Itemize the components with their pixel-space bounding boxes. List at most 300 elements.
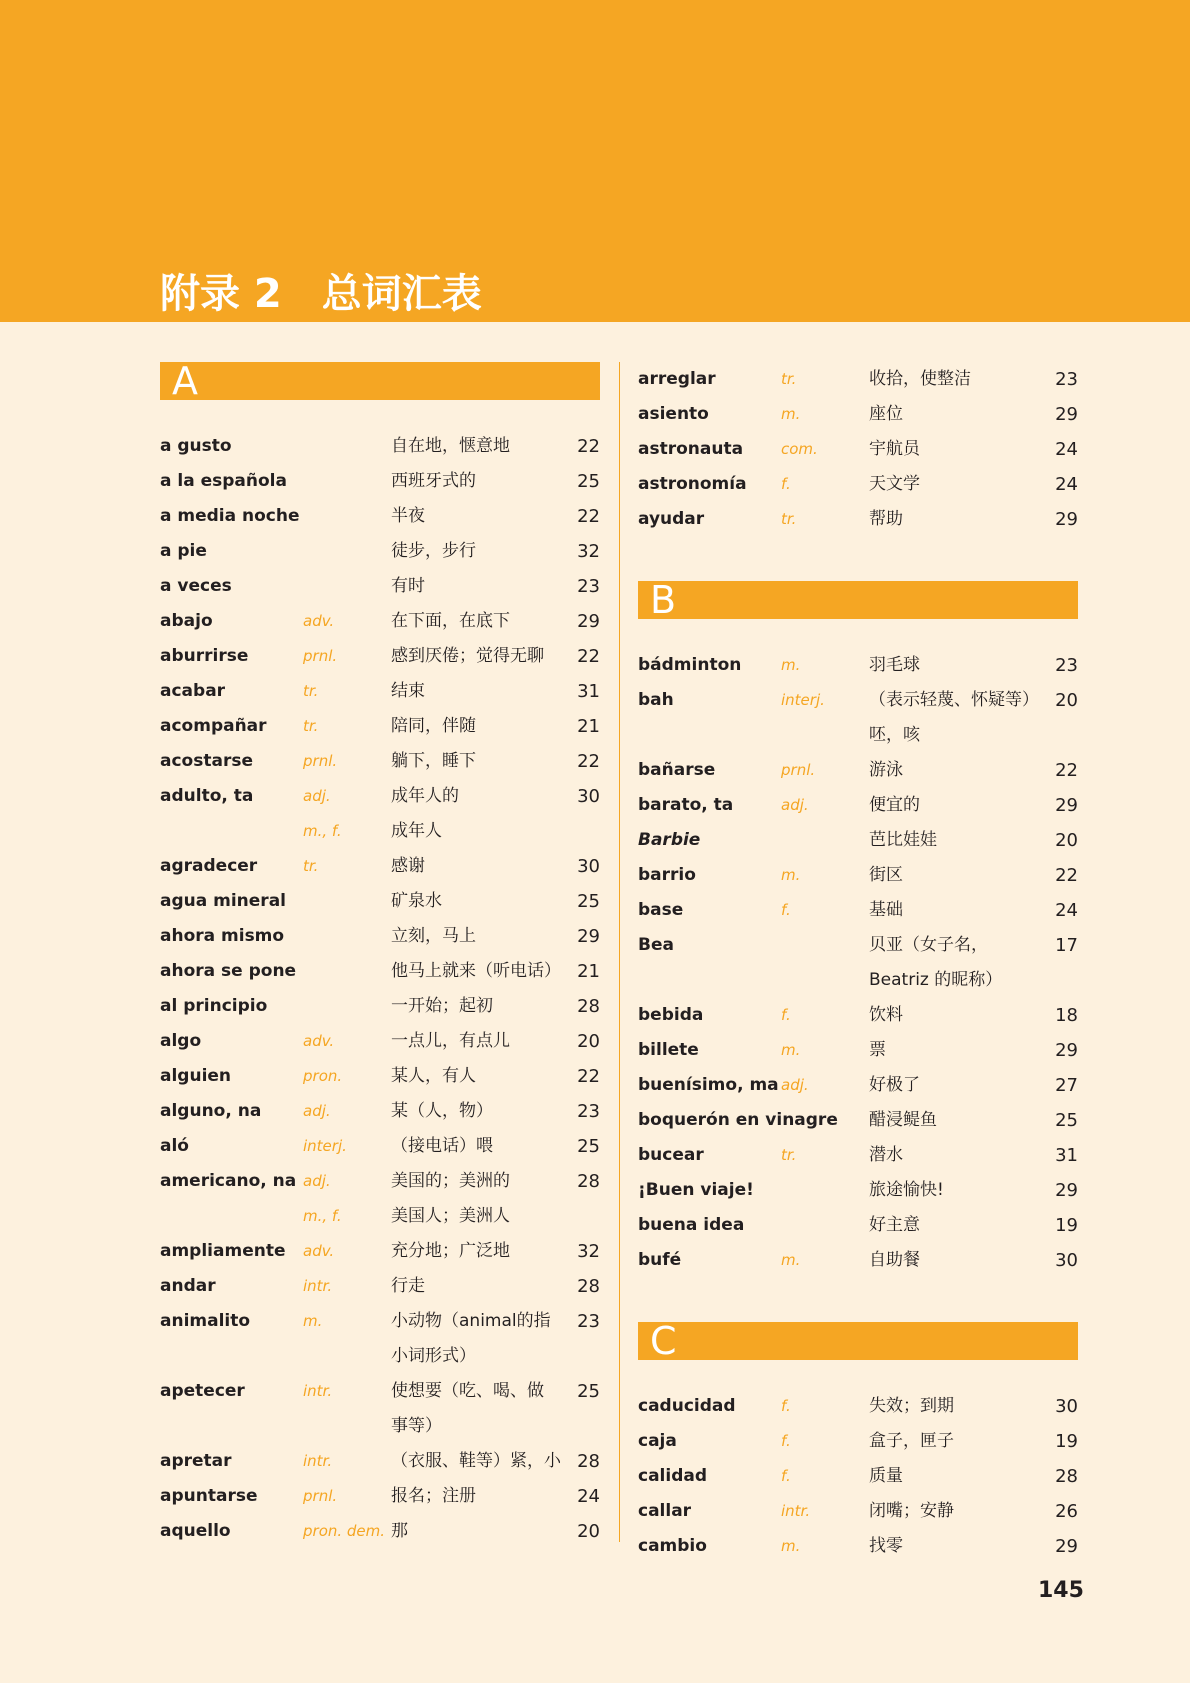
entry-grammar: tr.: [781, 370, 797, 388]
spacer: [160, 400, 600, 429]
vocab-entry: [638, 362, 1078, 397]
entry-definition: 美国的；美洲的: [391, 1171, 510, 1191]
entry-page: 29: [577, 611, 600, 632]
entry-definition: 使想要（吃、喝、做: [391, 1381, 544, 1401]
vocab-entry: [160, 1444, 600, 1479]
entry-page: 20: [1055, 690, 1078, 711]
vocab-entry: [160, 674, 600, 709]
entry-definition: 好主意: [869, 1215, 920, 1235]
entry-page: 23: [577, 1311, 600, 1332]
entry-grammar: com.: [781, 440, 818, 458]
entry-word: ampliamente: [160, 1241, 286, 1261]
entry-definition: 报名；注册: [391, 1486, 476, 1506]
entry-page: 24: [1055, 474, 1078, 495]
entry-grammar: [303, 1409, 391, 1444]
entry-page: 24: [1055, 439, 1078, 460]
vocab-entry: [160, 1514, 600, 1549]
entry-list-a: [160, 429, 600, 1549]
entry-definition: 便宜的: [869, 795, 920, 815]
entry-definition: 行走: [391, 1276, 425, 1296]
entry-grammar: intr.: [781, 1502, 811, 1520]
entry-page: 29: [1055, 1180, 1078, 1201]
entry-page: 17: [1055, 935, 1078, 956]
vocab-entry: [160, 1339, 600, 1374]
section-header-c: C: [638, 1322, 1078, 1360]
entry-page: 22: [577, 646, 600, 667]
entry-page: [1046, 718, 1078, 753]
entry-word: calidad: [638, 1466, 708, 1486]
spacer: [638, 1360, 1078, 1389]
entry-word: astronomía: [638, 474, 747, 494]
entry-grammar: [781, 718, 869, 753]
entry-word: [638, 718, 781, 753]
entry-grammar: adv.: [303, 1032, 335, 1050]
entry-grammar: f.: [781, 901, 791, 919]
entry-definition: 在下面，在底下: [391, 611, 510, 631]
vocab-entry: [638, 502, 1078, 537]
entry-definition: 他马上就来（听电话）: [391, 961, 561, 981]
entry-definition: Beatriz 的昵称）: [869, 970, 1003, 990]
spacer: [638, 537, 1078, 581]
entry-grammar: interj.: [303, 1137, 347, 1155]
entry-word: astronauta: [638, 439, 744, 459]
entry-definition: 小词形式）: [391, 1346, 476, 1366]
vocab-entry: [160, 1479, 600, 1514]
entry-word: barrio: [638, 865, 696, 885]
entry-page: [568, 814, 600, 849]
entry-word: apretar: [160, 1451, 232, 1471]
entry-word: adulto, ta: [160, 786, 254, 806]
entry-grammar: intr.: [303, 1452, 333, 1470]
entry-definition: 天文学: [869, 474, 920, 494]
entry-page: 28: [1055, 1466, 1078, 1487]
vocab-entry: [638, 467, 1078, 502]
entry-grammar: m.: [303, 1312, 323, 1330]
entry-definition: 票: [869, 1040, 886, 1060]
spacer: [638, 619, 1078, 648]
entry-page: 18: [1055, 1005, 1078, 1026]
entry-page: 28: [577, 1171, 600, 1192]
entry-word: algo: [160, 1031, 202, 1051]
vocab-entry: [160, 569, 600, 604]
entry-definition: 收拾，使整洁: [869, 369, 971, 389]
entry-definition: 质量: [869, 1466, 903, 1486]
vocab-entry: [160, 779, 600, 814]
entry-list-a-continued: [638, 362, 1078, 537]
entry-grammar: adv.: [303, 612, 335, 630]
entry-definition: 事等）: [391, 1416, 442, 1436]
entry-word: apuntarse: [160, 1486, 258, 1506]
entry-word: ahora mismo: [160, 926, 285, 946]
entry-page: 22: [577, 751, 600, 772]
entry-grammar: [781, 1103, 869, 1138]
entry-grammar: pron.: [303, 1067, 343, 1085]
entry-word: acabar: [160, 681, 226, 701]
entry-grammar: pron. dem.: [303, 1522, 386, 1540]
entry-definition: 失效；到期: [869, 1396, 954, 1416]
entry-word: acostarse: [160, 751, 253, 771]
entry-definition: 陪同，伴随: [391, 716, 476, 736]
entry-grammar: intr.: [303, 1382, 333, 1400]
entry-page: 25: [577, 1381, 600, 1402]
vocab-entry: [638, 1459, 1078, 1494]
entry-page: 29: [1055, 404, 1078, 425]
vocab-entry: [160, 1164, 600, 1199]
entry-definition: 躺下，睡下: [391, 751, 476, 771]
entry-grammar: [781, 1208, 869, 1243]
entry-definition: 充分地；广泛地: [391, 1241, 510, 1261]
entry-page: 22: [1055, 865, 1078, 886]
entry-grammar: prnl.: [303, 752, 338, 770]
entry-grammar: m., f.: [303, 822, 342, 840]
vocab-entry: [638, 432, 1078, 467]
entry-grammar: m.: [781, 656, 801, 674]
vocab-entry: [160, 1304, 600, 1339]
vocab-entry: [160, 989, 600, 1024]
page-title: 附录 2 总词汇表: [160, 271, 482, 317]
entry-grammar: [303, 1339, 391, 1374]
entry-page: 20: [577, 1521, 600, 1542]
entry-definition: 徒步，步行: [391, 541, 476, 561]
entry-definition: 有时: [391, 576, 425, 596]
entry-grammar: [303, 499, 391, 534]
vocab-entry: [638, 1208, 1078, 1243]
vocab-entry: [160, 1024, 600, 1059]
vocab-entry: [160, 499, 600, 534]
vocab-entry: [638, 1103, 1078, 1138]
entry-page: 21: [577, 716, 600, 737]
entry-grammar: m.: [781, 1537, 801, 1555]
entry-grammar: adj.: [303, 1102, 331, 1120]
entry-page: 29: [577, 926, 600, 947]
entry-page: 31: [1055, 1145, 1078, 1166]
entry-word: a veces: [160, 576, 232, 596]
entry-page: 19: [1055, 1431, 1078, 1452]
entry-word: callar: [638, 1501, 692, 1521]
entry-grammar: [781, 928, 869, 963]
vocab-entry: [160, 1129, 600, 1164]
entry-word: aquello: [160, 1521, 231, 1541]
entry-grammar: adj.: [303, 787, 331, 805]
entry-definition: 半夜: [391, 506, 425, 526]
entry-definition: （衣服、鞋等）紧，小: [391, 1451, 561, 1471]
vocab-entry: [160, 604, 600, 639]
entry-word: abajo: [160, 611, 213, 631]
entry-grammar: f.: [781, 1397, 791, 1415]
vocab-entry: [638, 1138, 1078, 1173]
vocab-entry: [638, 788, 1078, 823]
entry-grammar: [303, 534, 391, 569]
vocab-entry: [160, 639, 600, 674]
entry-grammar: tr.: [303, 857, 319, 875]
entry-page: 29: [1055, 1536, 1078, 1557]
entry-definition: 自在地，惬意地: [391, 436, 510, 456]
entry-definition: 感谢: [391, 856, 425, 876]
entry-page: [568, 1339, 600, 1374]
entry-page: 32: [577, 1241, 600, 1262]
entry-page: 32: [577, 541, 600, 562]
vocab-entry: [160, 814, 600, 849]
entry-grammar: f.: [781, 1006, 791, 1024]
entry-word: a media noche: [160, 506, 300, 526]
section-header-a: A: [160, 362, 600, 400]
vocab-entry: [160, 1059, 600, 1094]
entry-page: 28: [577, 1276, 600, 1297]
entry-grammar: [303, 464, 391, 499]
entry-grammar: [303, 429, 391, 464]
entry-page: 22: [577, 1066, 600, 1087]
entry-grammar: f.: [781, 1432, 791, 1450]
entry-page: 22: [1055, 760, 1078, 781]
entry-definition: 宇航员: [869, 439, 920, 459]
entry-word: acompañar: [160, 716, 267, 736]
entry-word: aló: [160, 1136, 189, 1156]
entry-definition: 盒子，匣子: [869, 1431, 954, 1451]
entry-word: bebida: [638, 1005, 704, 1025]
entry-list-c: [638, 1389, 1078, 1564]
entry-page: 23: [1055, 655, 1078, 676]
entry-word: caducidad: [638, 1396, 736, 1416]
vocab-entry: [160, 849, 600, 884]
entry-definition: 帮助: [869, 509, 903, 529]
entry-word: a gusto: [160, 436, 232, 456]
entry-word: al principio: [160, 996, 268, 1016]
vocab-entry: [638, 823, 1078, 858]
entry-page: [568, 1199, 600, 1234]
entry-word: [638, 963, 781, 998]
entry-word: ayudar: [638, 509, 705, 529]
entry-grammar: prnl.: [781, 761, 816, 779]
vocab-entry: [638, 648, 1078, 683]
entry-definition: 西班牙式的: [391, 471, 476, 491]
vocab-entry: [638, 1243, 1078, 1278]
entry-definition: 一开始；起初: [391, 996, 493, 1016]
vocab-entry: [160, 1374, 600, 1409]
vocab-entry: [638, 753, 1078, 788]
entry-grammar: [303, 919, 391, 954]
vocab-entry: [638, 998, 1078, 1033]
vocab-entry: [160, 884, 600, 919]
entry-page: 24: [1055, 900, 1078, 921]
entry-page: 31: [577, 681, 600, 702]
vocab-entry: [638, 928, 1078, 963]
entry-word: arreglar: [638, 369, 716, 389]
entry-page: 20: [1055, 830, 1078, 851]
entry-grammar: [303, 954, 391, 989]
entry-word: boquerón en vinagre: [638, 1110, 838, 1130]
entry-definition: 贝亚（女子名，: [869, 935, 988, 955]
entry-page: 28: [577, 1451, 600, 1472]
entry-definition: 基础: [869, 900, 903, 920]
entry-grammar: prnl.: [303, 1487, 338, 1505]
entry-page: 22: [577, 506, 600, 527]
entry-page: 30: [1055, 1250, 1078, 1271]
vocab-entry: [638, 1389, 1078, 1424]
vocab-entry: [160, 429, 600, 464]
entry-page: 21: [577, 961, 600, 982]
entry-page: 22: [577, 436, 600, 457]
entry-page: 26: [1055, 1501, 1078, 1522]
entry-word: bádminton: [638, 655, 742, 675]
entry-definition: 醋浸鳀鱼: [869, 1110, 937, 1130]
entry-word: [160, 1199, 303, 1234]
vocab-entry: [160, 1234, 600, 1269]
entry-grammar: intr.: [303, 1277, 333, 1295]
entry-page: 23: [577, 576, 600, 597]
entry-page: 19: [1055, 1215, 1078, 1236]
vocab-entry: [638, 963, 1078, 998]
entry-definition: 潜水: [869, 1145, 903, 1165]
entry-word: apetecer: [160, 1381, 245, 1401]
entry-definition: （表示轻蔑、怀疑等）: [869, 690, 1039, 710]
entry-definition: 自助餐: [869, 1250, 920, 1270]
entry-word: [160, 814, 303, 849]
entry-page: 28: [577, 996, 600, 1017]
entry-definition: 找零: [869, 1536, 903, 1556]
entry-word: ahora se pone: [160, 961, 297, 981]
entry-page: 29: [1055, 795, 1078, 816]
entry-page: 25: [577, 891, 600, 912]
entry-word: a la española: [160, 471, 287, 491]
vocab-entry: [638, 397, 1078, 432]
entry-page: 23: [577, 1101, 600, 1122]
entry-definition: 街区: [869, 865, 903, 885]
entry-grammar: tr.: [303, 717, 319, 735]
vocab-entry: [160, 1269, 600, 1304]
entry-definition: 某（人，物）: [391, 1101, 493, 1121]
entry-definition: 美国人；美洲人: [391, 1206, 510, 1226]
entry-grammar: tr.: [303, 682, 319, 700]
entry-word: asiento: [638, 404, 709, 424]
vocab-entry: [160, 1409, 600, 1444]
entry-definition: 成年人的: [391, 786, 459, 806]
entry-word: alguno, na: [160, 1101, 262, 1121]
entry-page: 24: [577, 1486, 600, 1507]
entry-word: billete: [638, 1040, 699, 1060]
entry-word: animalito: [160, 1311, 251, 1331]
entry-page: 25: [577, 1136, 600, 1157]
entry-grammar: [303, 569, 391, 604]
vocab-entry: [638, 1424, 1078, 1459]
entry-definition: 那: [391, 1521, 408, 1541]
entry-grammar: tr.: [781, 1146, 797, 1164]
entry-word: ¡Buen viaje!: [638, 1180, 754, 1200]
entry-grammar: [781, 823, 869, 858]
entry-grammar: m.: [781, 866, 801, 884]
entry-list-b: [638, 648, 1078, 1278]
entry-word: bucear: [638, 1145, 704, 1165]
section-header-b: B: [638, 581, 1078, 619]
entry-page: 30: [577, 856, 600, 877]
entry-page: 20: [577, 1031, 600, 1052]
entry-grammar: [303, 884, 391, 919]
spacer: [638, 1278, 1078, 1322]
entry-page: 29: [1055, 509, 1078, 530]
entry-word: bañarse: [638, 760, 716, 780]
entry-word: barato, ta: [638, 795, 734, 815]
entry-definition: 结束: [391, 681, 425, 701]
entry-definition: 一点儿，有点儿: [391, 1031, 510, 1051]
vocab-entry: [638, 1033, 1078, 1068]
entry-word: alguien: [160, 1066, 232, 1086]
entry-grammar: f.: [781, 475, 791, 493]
entry-word: base: [638, 900, 684, 920]
entry-page: [568, 1409, 600, 1444]
entry-page: 27: [1055, 1075, 1078, 1096]
entry-page: [1046, 963, 1078, 998]
vocab-entry: [160, 954, 600, 989]
entry-definition: 呸，咳: [869, 725, 920, 745]
entry-grammar: f.: [781, 1467, 791, 1485]
entry-page: 23: [1055, 369, 1078, 390]
entry-definition: 座位: [869, 404, 903, 424]
entry-definition: （接电话）喂: [391, 1136, 493, 1156]
entry-grammar: m.: [781, 1041, 801, 1059]
entry-definition: 闭嘴；安静: [869, 1501, 954, 1521]
entry-word: aburrirse: [160, 646, 249, 666]
entry-word: buena idea: [638, 1215, 745, 1235]
entry-grammar: adj.: [781, 1076, 809, 1094]
entry-definition: 某人，有人: [391, 1066, 476, 1086]
vocab-entry: [160, 1199, 600, 1234]
vocab-entry: [638, 858, 1078, 893]
entry-grammar: m.: [781, 405, 801, 423]
entry-word: agradecer: [160, 856, 258, 876]
vocab-entry: [638, 718, 1078, 753]
vocab-entry: [638, 683, 1078, 718]
entry-definition: 羽毛球: [869, 655, 920, 675]
entry-grammar: interj.: [781, 691, 825, 709]
entry-page: 25: [1055, 1110, 1078, 1131]
entry-definition: 感到厌倦；觉得无聊: [391, 646, 544, 666]
entry-word: Barbie: [638, 830, 701, 850]
entry-grammar: [781, 963, 869, 998]
entry-definition: 芭比娃娃: [869, 830, 937, 850]
entry-word: caja: [638, 1431, 677, 1451]
entry-word: agua mineral: [160, 891, 286, 911]
vocab-entry: [160, 534, 600, 569]
left-column: [160, 359, 600, 1549]
vocab-entry: [160, 919, 600, 954]
vocab-entry: [638, 1068, 1078, 1103]
entry-definition: 好极了: [869, 1075, 920, 1095]
entry-word: Bea: [638, 935, 674, 955]
vocab-entry: [638, 1173, 1078, 1208]
entry-definition: 饮料: [869, 1005, 903, 1025]
entry-word: cambio: [638, 1536, 707, 1556]
right-column: [638, 362, 1078, 1564]
entry-grammar: tr.: [781, 510, 797, 528]
entry-grammar: m.: [781, 1251, 801, 1269]
vocab-entry: [160, 1094, 600, 1129]
column-divider: [619, 362, 620, 1542]
entry-grammar: [303, 989, 391, 1024]
entry-word: [160, 1409, 303, 1444]
entry-page: 30: [1055, 1396, 1078, 1417]
entry-word: americano, na: [160, 1171, 297, 1191]
entry-grammar: adj.: [303, 1172, 331, 1190]
vocab-entry: [638, 1494, 1078, 1529]
entry-word: bufé: [638, 1250, 682, 1270]
entry-definition: 游泳: [869, 760, 903, 780]
entry-grammar: prnl.: [303, 647, 338, 665]
entry-word: [160, 1339, 303, 1374]
entry-grammar: [781, 1173, 869, 1208]
vocab-entry: [638, 1529, 1078, 1564]
entry-word: buenísimo, ma: [638, 1075, 779, 1095]
entry-definition: 旅途愉快!: [869, 1180, 944, 1200]
entry-page: 30: [577, 786, 600, 807]
